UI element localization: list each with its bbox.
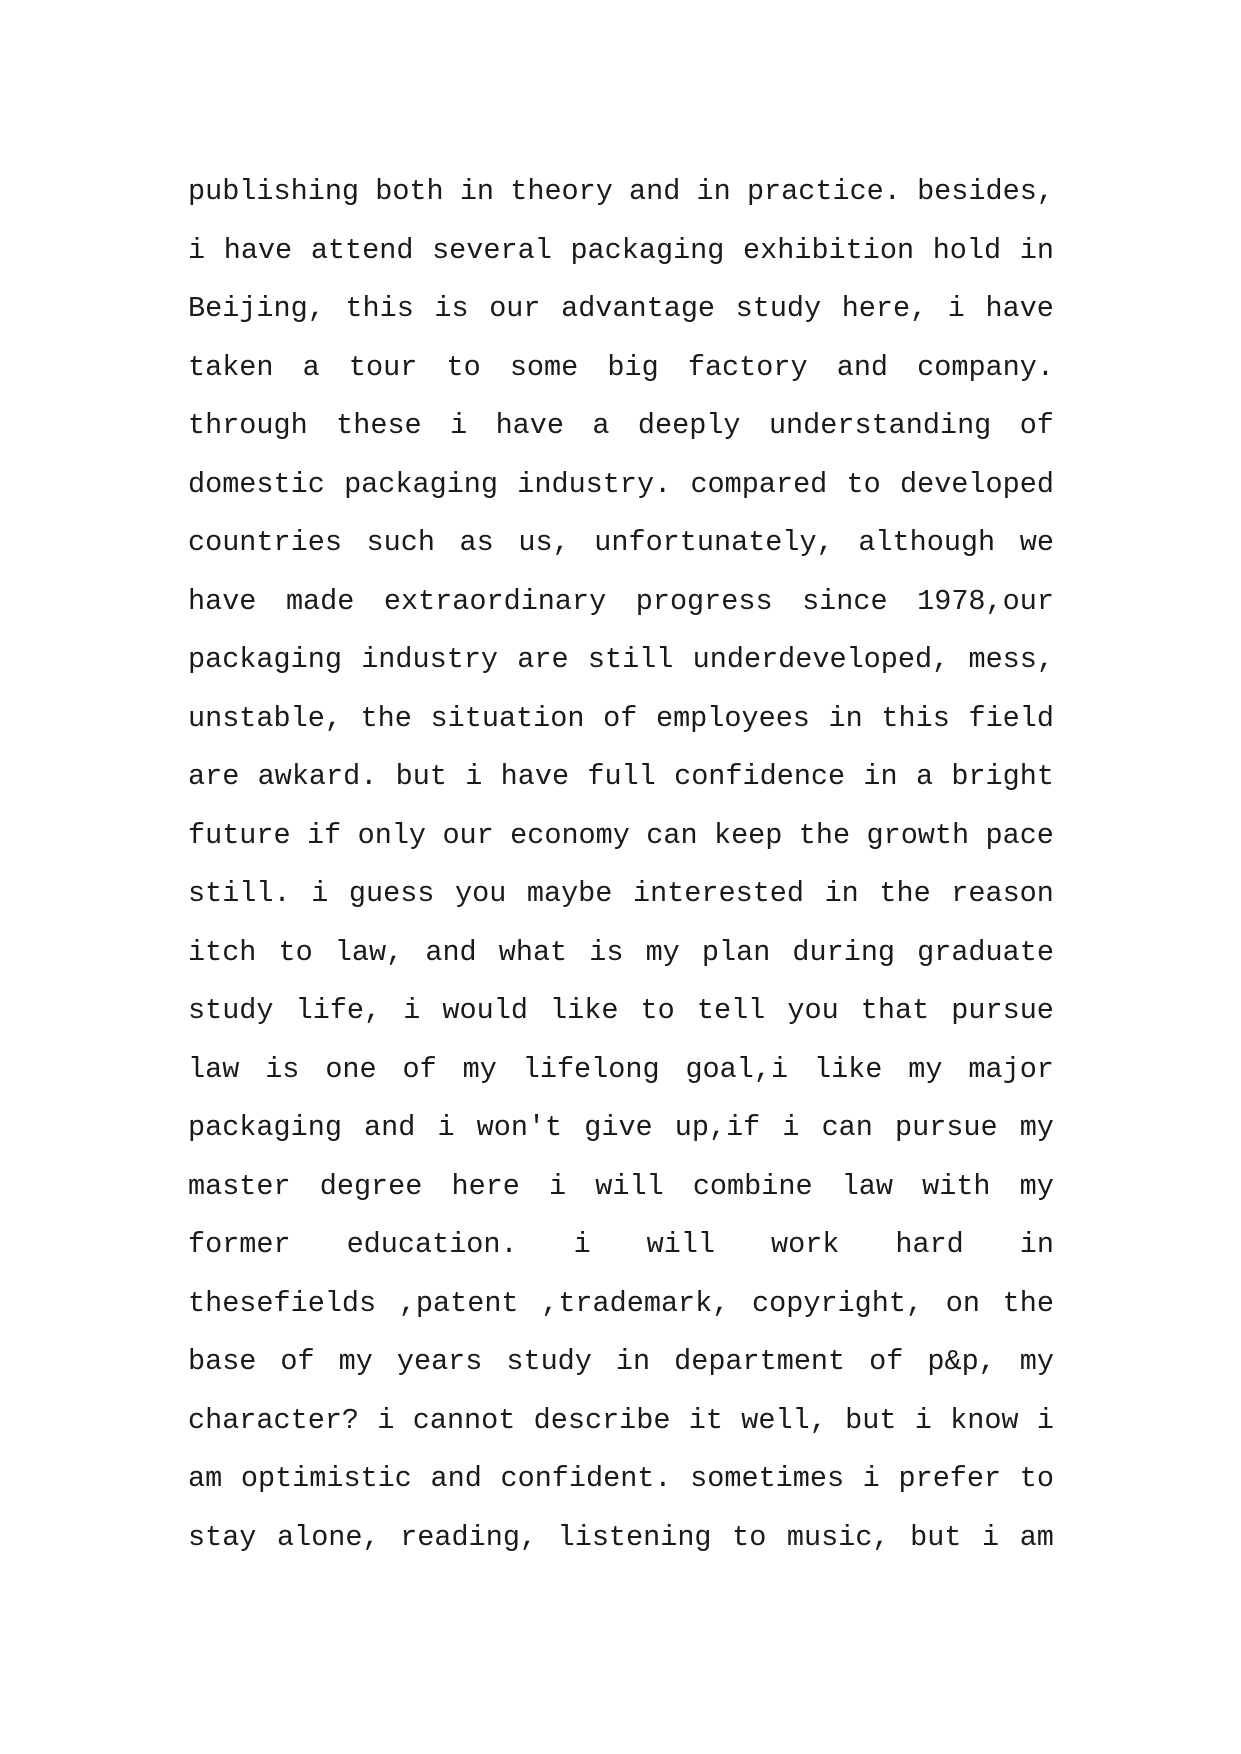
word: p&p, bbox=[927, 1345, 996, 1378]
word: factory bbox=[687, 350, 808, 384]
word: with bbox=[922, 1169, 991, 1203]
word: big bbox=[607, 350, 659, 384]
word: is bbox=[589, 935, 624, 969]
word: packaging bbox=[570, 233, 725, 267]
word: pace bbox=[985, 818, 1054, 852]
word: us, bbox=[518, 526, 570, 559]
word: 1978,our bbox=[917, 584, 1054, 618]
word: full bbox=[587, 760, 656, 793]
word: you bbox=[787, 994, 839, 1027]
word: my bbox=[1019, 1169, 1054, 1203]
word: pursue bbox=[951, 994, 1054, 1027]
word: optimistic bbox=[240, 1462, 412, 1495]
text-line bbox=[188, 1275, 1054, 1334]
text-line bbox=[188, 924, 1054, 983]
word: i bbox=[437, 1111, 455, 1144]
word: thesefields bbox=[188, 1286, 377, 1320]
word: industry bbox=[361, 643, 499, 676]
text-line bbox=[188, 163, 1054, 222]
text-line bbox=[188, 1392, 1054, 1451]
word: that bbox=[860, 994, 930, 1027]
word: my bbox=[645, 935, 680, 969]
word: describe bbox=[533, 1403, 671, 1437]
word: in bbox=[1019, 233, 1054, 267]
word: to bbox=[732, 1520, 767, 1554]
word: will bbox=[595, 1169, 664, 1203]
word: but bbox=[395, 760, 447, 793]
text-line bbox=[188, 1509, 1054, 1568]
word: in bbox=[459, 175, 495, 208]
word: have bbox=[495, 409, 564, 442]
word: am bbox=[188, 1462, 223, 1495]
word: tell bbox=[696, 994, 766, 1027]
word: packaging bbox=[188, 1111, 342, 1144]
word: only bbox=[357, 818, 427, 852]
word: in bbox=[696, 175, 731, 208]
word: i bbox=[862, 1462, 880, 1495]
text-line bbox=[188, 1041, 1054, 1100]
word: advantage bbox=[561, 292, 716, 325]
word: practice. bbox=[746, 175, 901, 208]
word: sometimes bbox=[690, 1462, 845, 1495]
word: understanding bbox=[768, 409, 992, 442]
word: underdeveloped, bbox=[692, 643, 950, 676]
text-line bbox=[188, 865, 1054, 924]
text-line bbox=[188, 1099, 1054, 1158]
word: this bbox=[345, 292, 414, 325]
word: are bbox=[188, 760, 240, 793]
word: industry. bbox=[517, 467, 672, 501]
word: keep bbox=[713, 818, 783, 852]
word: prefer bbox=[898, 1462, 1002, 1495]
word: hold bbox=[932, 233, 1002, 267]
word: the bbox=[798, 818, 851, 852]
word: pursue bbox=[894, 1111, 998, 1144]
word: study bbox=[188, 994, 274, 1027]
word: one bbox=[325, 1052, 377, 1086]
word: won't bbox=[476, 1111, 563, 1144]
word: but bbox=[910, 1520, 962, 1554]
word: domestic bbox=[188, 467, 325, 501]
word: law, bbox=[334, 935, 404, 969]
word: i bbox=[549, 1169, 567, 1203]
word: i bbox=[782, 1111, 800, 1144]
word: my bbox=[1019, 1345, 1054, 1378]
word: master bbox=[188, 1169, 291, 1203]
word: it bbox=[688, 1403, 723, 1437]
word: and bbox=[836, 350, 889, 384]
word: and bbox=[629, 175, 681, 208]
word: a bbox=[592, 409, 610, 442]
word: theory bbox=[510, 175, 613, 208]
text-line bbox=[188, 339, 1054, 398]
word: my bbox=[338, 1345, 373, 1378]
word: developed bbox=[900, 467, 1054, 501]
word: packaging bbox=[188, 643, 342, 676]
word: in bbox=[615, 1345, 651, 1378]
word: reading, bbox=[400, 1520, 538, 1554]
word: to bbox=[446, 350, 481, 384]
word: ,trademark, bbox=[541, 1286, 730, 1320]
word: situation bbox=[430, 701, 585, 735]
word: i bbox=[1036, 1403, 1054, 1437]
word: give bbox=[584, 1111, 653, 1144]
word: have bbox=[223, 233, 293, 267]
word: company. bbox=[917, 350, 1054, 384]
word: my bbox=[1019, 1111, 1054, 1144]
word: i bbox=[982, 1520, 1000, 1554]
text-line bbox=[188, 573, 1054, 632]
word: both bbox=[375, 175, 444, 208]
text-line bbox=[188, 1216, 1054, 1275]
word: exhibition bbox=[743, 233, 915, 267]
word: extraordinary bbox=[383, 584, 607, 618]
text-line bbox=[188, 514, 1054, 573]
word: some bbox=[509, 350, 579, 384]
word: employees bbox=[655, 701, 810, 735]
word: in bbox=[828, 701, 863, 735]
word: base bbox=[188, 1345, 257, 1378]
word: still. bbox=[188, 877, 291, 910]
word: work bbox=[771, 1228, 840, 1261]
word: i bbox=[465, 760, 483, 793]
word: life, bbox=[295, 994, 382, 1027]
word: major bbox=[968, 1052, 1054, 1086]
word: we bbox=[1019, 526, 1054, 559]
word: our bbox=[489, 292, 541, 325]
word: field bbox=[968, 701, 1054, 735]
word: here, bbox=[841, 292, 928, 325]
word: i bbox=[573, 1228, 591, 1261]
word: but bbox=[845, 1403, 897, 1437]
word: awkard. bbox=[257, 760, 378, 793]
word: and bbox=[430, 1462, 482, 1495]
word: have bbox=[188, 584, 257, 618]
word: of bbox=[1019, 409, 1054, 442]
text-line bbox=[188, 456, 1054, 515]
word: of bbox=[603, 701, 638, 735]
word: well, bbox=[741, 1403, 827, 1437]
word: future bbox=[188, 818, 291, 852]
word: law bbox=[188, 1052, 240, 1086]
word: unfortunately, bbox=[594, 526, 834, 559]
word: ,patent bbox=[398, 1286, 519, 1320]
word: former bbox=[188, 1228, 291, 1261]
word: a bbox=[302, 350, 320, 384]
word: cannot bbox=[412, 1403, 516, 1437]
word: through bbox=[188, 409, 308, 442]
text-line bbox=[188, 397, 1054, 456]
body-text bbox=[188, 163, 1054, 1567]
word: listening bbox=[557, 1520, 712, 1554]
word: on bbox=[945, 1286, 980, 1320]
word: maybe bbox=[526, 877, 613, 910]
word: here bbox=[451, 1169, 520, 1203]
word: what bbox=[498, 935, 568, 969]
word: confidence bbox=[674, 760, 846, 793]
word: mess, bbox=[968, 643, 1054, 676]
word: know bbox=[950, 1403, 1019, 1437]
word: law bbox=[841, 1169, 893, 1203]
word: and bbox=[425, 935, 477, 969]
word: to bbox=[1019, 1462, 1054, 1495]
word: in bbox=[1019, 1228, 1054, 1261]
word: is bbox=[434, 292, 469, 325]
word: if bbox=[307, 818, 342, 852]
word: would bbox=[442, 994, 528, 1027]
word: i bbox=[947, 292, 965, 325]
word: like bbox=[813, 1052, 883, 1086]
word: unstable, bbox=[188, 701, 342, 735]
word: still bbox=[587, 643, 674, 676]
text-line bbox=[188, 222, 1054, 281]
word: itch bbox=[188, 935, 257, 969]
word: alone, bbox=[277, 1520, 380, 1554]
word: have bbox=[500, 760, 570, 793]
word: education. bbox=[346, 1228, 518, 1261]
word: study bbox=[735, 292, 822, 325]
word: character? bbox=[188, 1403, 360, 1437]
word: as bbox=[459, 526, 494, 559]
word: our bbox=[442, 818, 494, 852]
word: reason bbox=[951, 877, 1054, 910]
word: goal,i bbox=[685, 1052, 789, 1086]
word: plan bbox=[701, 935, 771, 969]
word: tour bbox=[348, 350, 418, 384]
word: i bbox=[450, 409, 468, 442]
word: to bbox=[278, 935, 313, 969]
word: confident. bbox=[500, 1462, 672, 1495]
word: countries bbox=[188, 526, 342, 559]
word: during bbox=[792, 935, 896, 969]
word: hard bbox=[895, 1228, 964, 1261]
word: although bbox=[858, 526, 996, 559]
text-line bbox=[188, 982, 1054, 1041]
word: graduate bbox=[917, 935, 1054, 969]
text-line bbox=[188, 748, 1054, 807]
word: to bbox=[640, 994, 675, 1027]
word: publishing bbox=[188, 175, 360, 208]
word: of bbox=[402, 1052, 437, 1086]
word: can bbox=[646, 818, 698, 852]
word: up,if bbox=[674, 1111, 761, 1144]
word: several bbox=[432, 233, 552, 267]
word: Beijing, bbox=[188, 292, 325, 325]
word: these bbox=[336, 409, 422, 442]
word: of bbox=[280, 1345, 315, 1378]
word: growth bbox=[866, 818, 970, 852]
word: are bbox=[517, 643, 569, 676]
text-line bbox=[188, 631, 1054, 690]
word: to bbox=[846, 467, 881, 501]
word: in bbox=[824, 877, 859, 910]
text-line bbox=[188, 1450, 1054, 1509]
text-line bbox=[188, 280, 1054, 339]
word: you bbox=[454, 877, 507, 910]
word: is bbox=[265, 1052, 300, 1086]
word: degree bbox=[319, 1169, 423, 1203]
word: i bbox=[403, 994, 421, 1027]
word: the bbox=[879, 877, 931, 910]
word: a bbox=[915, 760, 934, 793]
word: the bbox=[1002, 1286, 1054, 1320]
word: economy bbox=[510, 818, 630, 852]
word: of bbox=[869, 1345, 904, 1378]
word: copyright, bbox=[752, 1286, 924, 1320]
word: guess bbox=[348, 877, 435, 910]
word: in bbox=[863, 760, 898, 793]
word: am bbox=[1019, 1520, 1054, 1554]
word: my bbox=[462, 1052, 497, 1086]
text-line bbox=[188, 1333, 1054, 1392]
word: i bbox=[377, 1403, 395, 1437]
word: such bbox=[366, 526, 435, 559]
word: attend bbox=[310, 233, 414, 267]
text-line bbox=[188, 807, 1054, 866]
word: i bbox=[188, 233, 206, 267]
word: music, bbox=[786, 1520, 890, 1554]
text-line bbox=[188, 1158, 1054, 1217]
word: have bbox=[985, 292, 1054, 325]
word: since bbox=[802, 584, 888, 618]
word: taken bbox=[188, 350, 274, 384]
word: i bbox=[311, 877, 329, 910]
word: interested bbox=[632, 877, 804, 910]
word: and bbox=[364, 1111, 416, 1144]
word: years bbox=[396, 1345, 483, 1378]
word: compared bbox=[690, 467, 828, 501]
word: made bbox=[285, 584, 355, 618]
word: like bbox=[550, 994, 619, 1027]
text-line bbox=[188, 690, 1054, 749]
word: i bbox=[914, 1403, 932, 1437]
word: deeply bbox=[637, 409, 741, 442]
word: besides, bbox=[917, 175, 1054, 208]
word: can bbox=[821, 1111, 873, 1144]
word: combine bbox=[692, 1169, 813, 1203]
word: the bbox=[360, 701, 412, 735]
word: packaging bbox=[344, 467, 499, 501]
word: department bbox=[674, 1345, 846, 1378]
word: will bbox=[646, 1228, 716, 1261]
word: stay bbox=[188, 1520, 257, 1554]
word: bright bbox=[951, 760, 1054, 793]
word: progress bbox=[635, 584, 773, 618]
word: study bbox=[506, 1345, 592, 1378]
word: my bbox=[908, 1052, 943, 1086]
word: lifelong bbox=[522, 1052, 660, 1086]
word: this bbox=[881, 701, 950, 735]
